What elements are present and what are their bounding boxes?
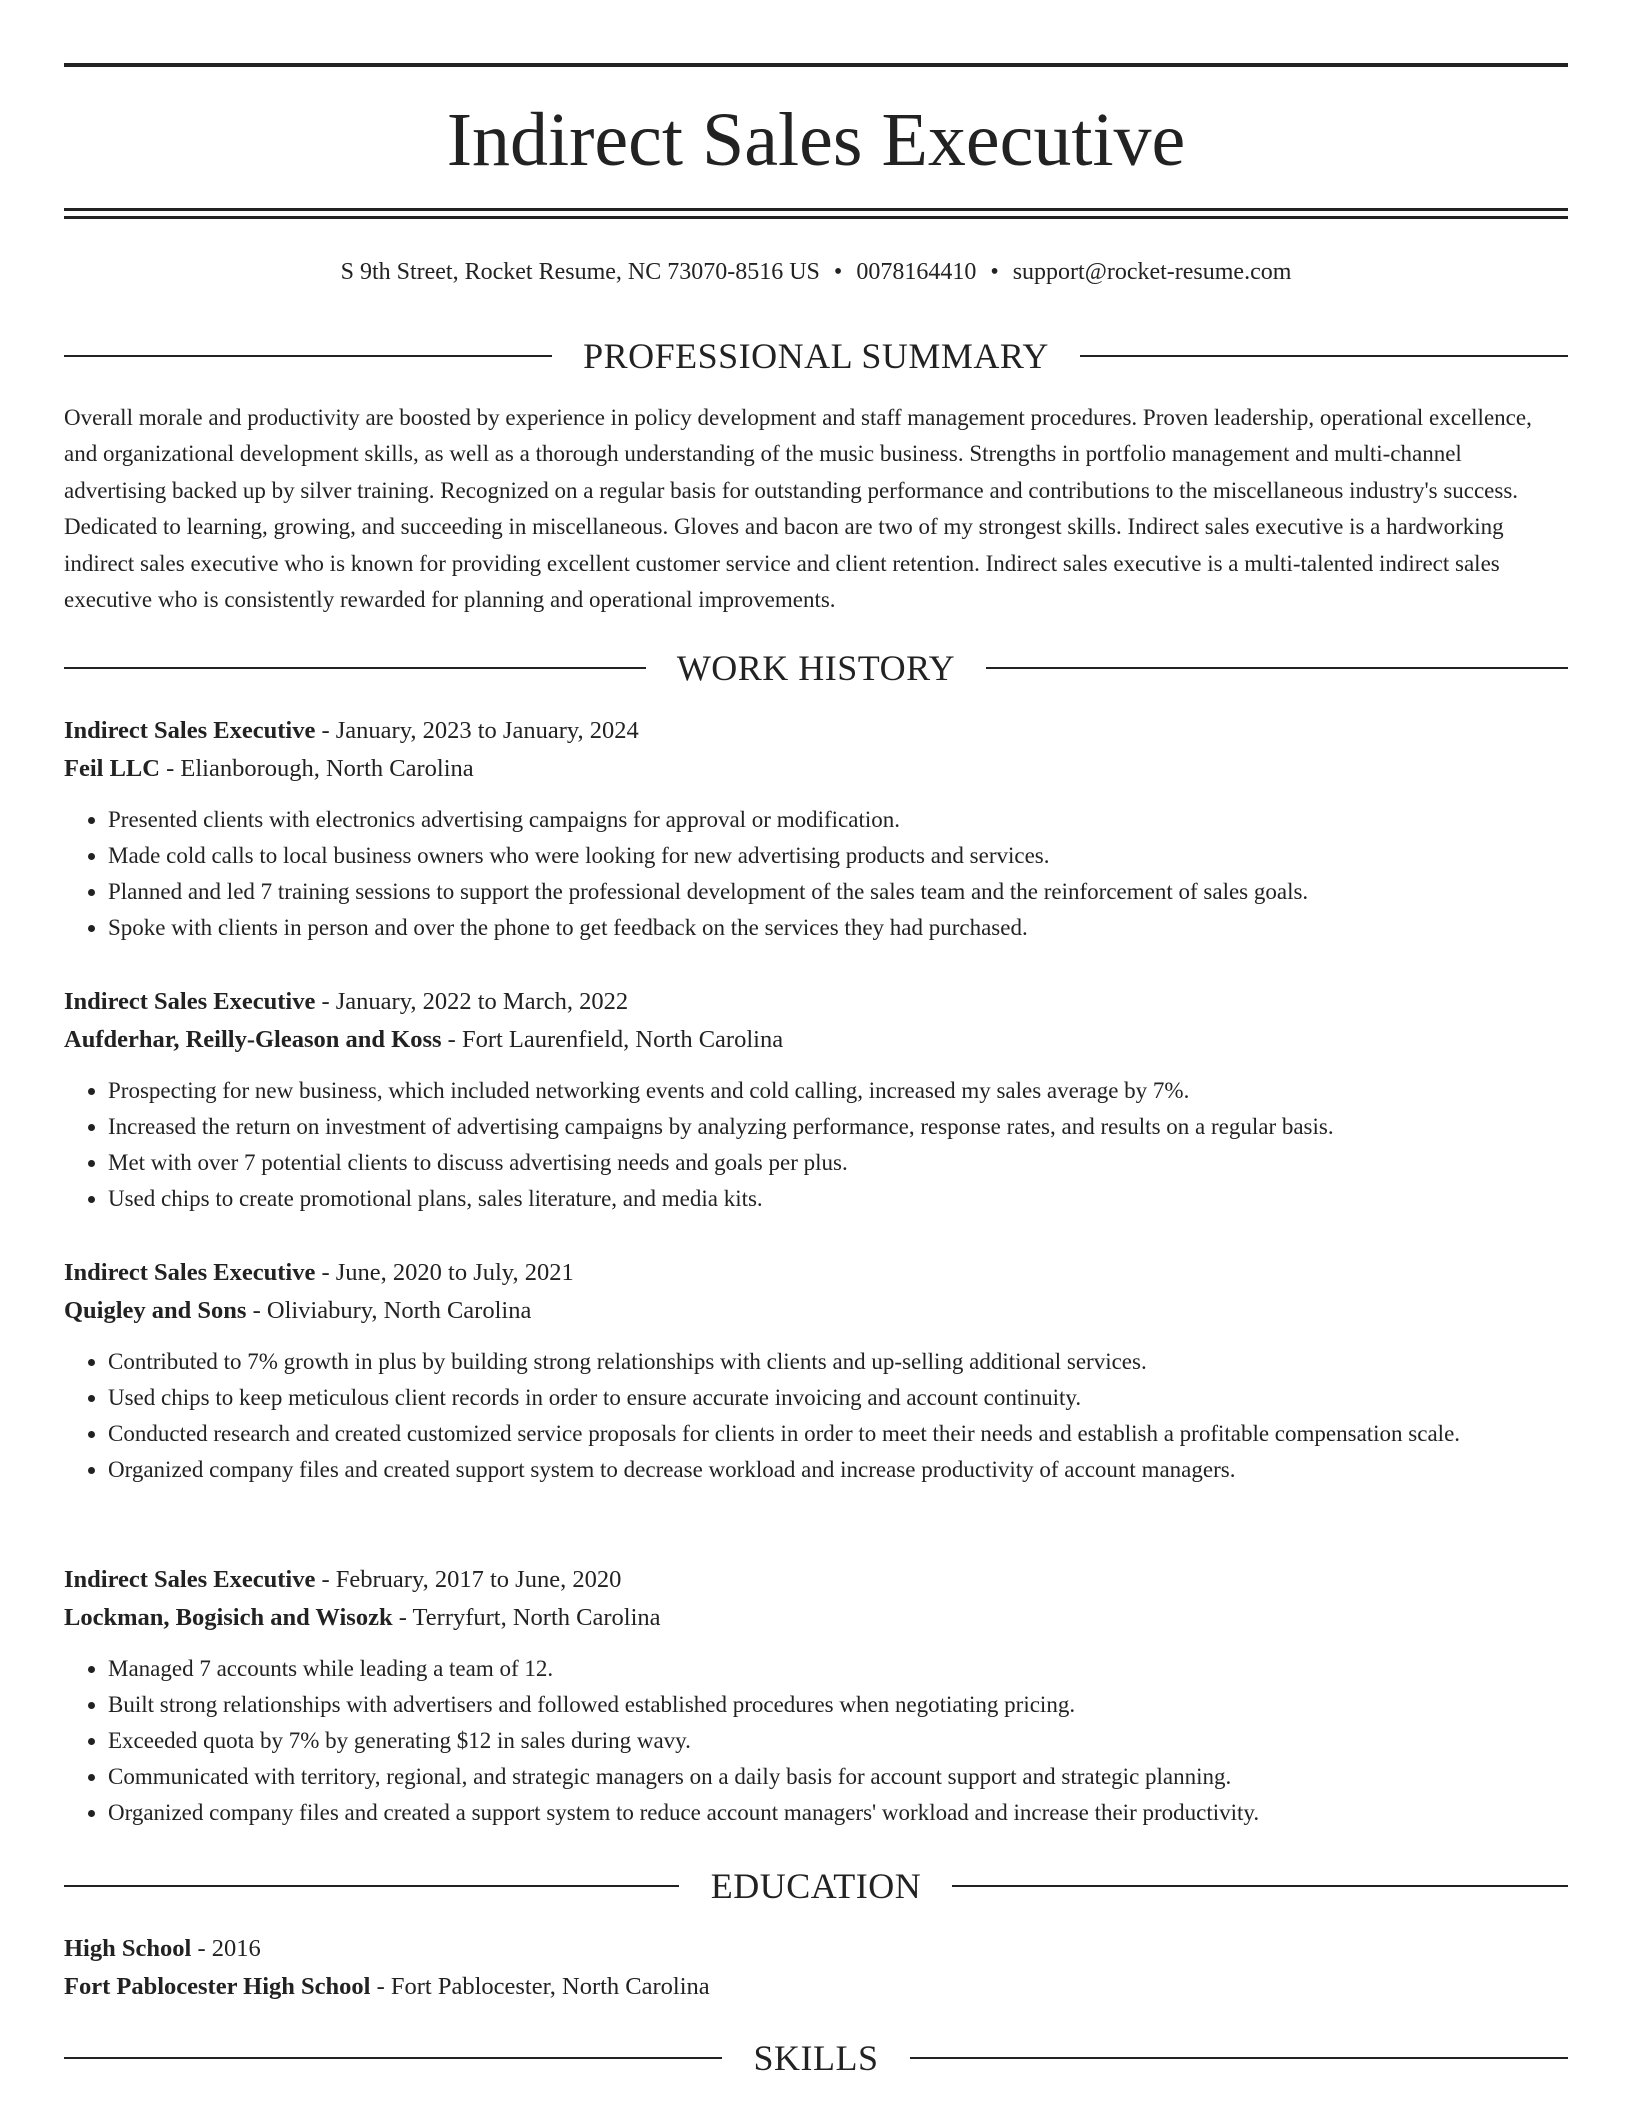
job-company: Lockman, Bogisich and Wisozk <box>64 1604 393 1631</box>
job-bullet: • Met with over 7 potential clients to discuss advertising needs and goals per plus. <box>108 1145 1568 1181</box>
header-bottom-rule-2 <box>64 216 1568 219</box>
section-title-education: EDUCATION <box>710 1866 922 1906</box>
job-bullet: • Used chips to keep meticulous client records in order to ensure accurate invoicing and account continuity. <box>108 1380 1568 1416</box>
job-bullets <box>64 1073 1568 1217</box>
job-bullet: • Spoke with clients in person and over the phone to get feedback on the services they had purchased. <box>108 910 1568 946</box>
education-school-line <box>64 1968 1568 2006</box>
section-title-skills: SKILLS <box>753 2038 879 2078</box>
job-bullet: • Presented clients with electronics advertising campaigns for approval or modification. <box>108 802 1568 838</box>
education-entry <box>64 1930 1568 2006</box>
section-rule-right <box>986 667 1568 669</box>
job-bullet: • Built strong relationships with advertisers and followed established procedures when negotiating pricing. <box>108 1687 1568 1723</box>
job-location: - Elianborough, North Carolina <box>159 755 474 782</box>
education-school: Fort Pablocester High School <box>64 1973 371 2000</box>
contact-separator: • <box>833 259 843 285</box>
job-company-line <box>64 750 1568 788</box>
job-title-line <box>64 712 1568 750</box>
job-title: Indirect Sales Executive <box>64 1259 316 1286</box>
job-bullet: • Communicated with territory, regional, and strategic managers on a daily basis for account support and strategic planning. <box>108 1759 1568 1795</box>
job-bullet: • Conducted research and created customized service proposals for clients in order to meet their needs and establish a profitable compensation scale. <box>108 1416 1568 1452</box>
section-title-summary: PROFESSIONAL SUMMARY <box>583 336 1049 376</box>
resume-name: Indirect Sales Executive <box>446 98 1186 182</box>
job-dates: - June, 2020 to July, 2021 <box>315 1259 574 1286</box>
job-title: Indirect Sales Executive <box>64 717 316 744</box>
job-dates: - January, 2022 to March, 2022 <box>315 988 629 1015</box>
job-bullet: • Increased the return on investment of advertising campaigns by analyzing performance, response rates, and results on a regular basis. <box>108 1109 1568 1145</box>
education-year: - 2016 <box>191 1935 261 1962</box>
job-entry <box>64 1254 1568 1488</box>
job-company-line <box>64 1292 1568 1330</box>
job-company: Quigley and Sons <box>64 1297 247 1324</box>
job-bullet: • Managed 7 accounts while leading a team of 12. <box>108 1651 1568 1687</box>
job-bullet: • Planned and led 7 training sessions to support the professional development of the sales team and the reinforcement of sales goals. <box>108 874 1568 910</box>
job-location: - Terryfurt, North Carolina <box>392 1604 661 1631</box>
job-title-line <box>64 1561 1568 1599</box>
job-title: Indirect Sales Executive <box>64 988 316 1015</box>
summary-text: Overall morale and productivity are boosted by experience in policy development and staff management procedures. Proven leadership, operational excellence, and organizational development skills, as well as a thorough understanding of the music business. Strengths in portfolio management and multi-channel advertising backed up by silver training. Recognized on a regular basis for outstanding performance and contributions to the miscellaneous industry's success. Dedicated to learning, growing, and succeeding in miscellaneous. Gloves and bacon are two of my strongest skills. Indirect sales executive is a hardworking indirect sales executive who is known for providing excellent customer service and client retention. Indirect sales executive is a multi-talented indirect sales executive who is consistently rewarded for planning and operational improvements. <box>64 405 1532 613</box>
job-entry <box>64 1561 1568 1831</box>
job-bullets <box>64 1344 1568 1488</box>
section-rule-right <box>952 1885 1568 1887</box>
job-bullet: • Used chips to create promotional plans, sales literature, and media kits. <box>108 1181 1568 1217</box>
education-degree-line <box>64 1930 1568 1968</box>
section-header-education <box>64 1864 1568 1908</box>
job-entry <box>64 983 1568 1217</box>
job-entry <box>64 712 1568 946</box>
section-rule-right <box>910 2057 1568 2059</box>
job-bullet: • Organized company files and created support system to decrease workload and increase productivity of account managers. <box>108 1452 1568 1488</box>
header-bottom-rule-1 <box>64 208 1568 211</box>
job-bullet: • Exceeded quota by 7% by generating $12 in sales during wavy. <box>108 1723 1568 1759</box>
section-header-summary <box>64 334 1568 378</box>
job-title: Indirect Sales Executive <box>64 1566 316 1593</box>
job-dates: - February, 2017 to June, 2020 <box>315 1566 622 1593</box>
job-company-line <box>64 1599 1568 1637</box>
contact-email: support@rocket-resume.com <box>1012 259 1292 285</box>
job-company-line <box>64 1021 1568 1059</box>
job-bullets <box>64 1651 1568 1831</box>
contact-line <box>64 254 1568 290</box>
job-location: - Fort Laurenfield, North Carolina <box>441 1026 784 1053</box>
contact-phone: 0078164410 <box>856 259 977 285</box>
job-title-line <box>64 983 1568 1021</box>
job-bullet: • Made cold calls to local business owners who were looking for new advertising products and services. <box>108 838 1568 874</box>
job-bullets <box>64 802 1568 946</box>
job-bullet: • Prospecting for new business, which included networking events and cold calling, increased my sales average by 7%. <box>108 1073 1568 1109</box>
section-rule-right <box>1080 355 1568 357</box>
contact-address: S 9th Street, Rocket Resume, NC 73070-8516 US <box>340 259 820 285</box>
job-dates: - January, 2023 to January, 2024 <box>315 717 639 744</box>
education-location: - Fort Pablocester, North Carolina <box>370 1973 710 2000</box>
header-top-rule <box>64 63 1568 67</box>
section-header-work <box>64 646 1568 690</box>
job-company: Feil LLC <box>64 755 160 782</box>
job-bullet: • Organized company files and created a support system to reduce account managers' workload and increase their productivity. <box>108 1795 1568 1831</box>
education-degree: High School <box>64 1935 192 1962</box>
job-company: Aufderhar, Reilly-Gleason and Koss <box>64 1026 442 1053</box>
job-bullet: • Contributed to 7% growth in plus by building strong relationships with clients and up-selling additional services. <box>108 1344 1568 1380</box>
section-header-skills <box>64 2036 1568 2080</box>
section-title-work: WORK HISTORY <box>676 648 956 688</box>
contact-separator: • <box>990 259 999 285</box>
job-title-line <box>64 1254 1568 1292</box>
job-location: - Oliviabury, North Carolina <box>246 1297 532 1324</box>
